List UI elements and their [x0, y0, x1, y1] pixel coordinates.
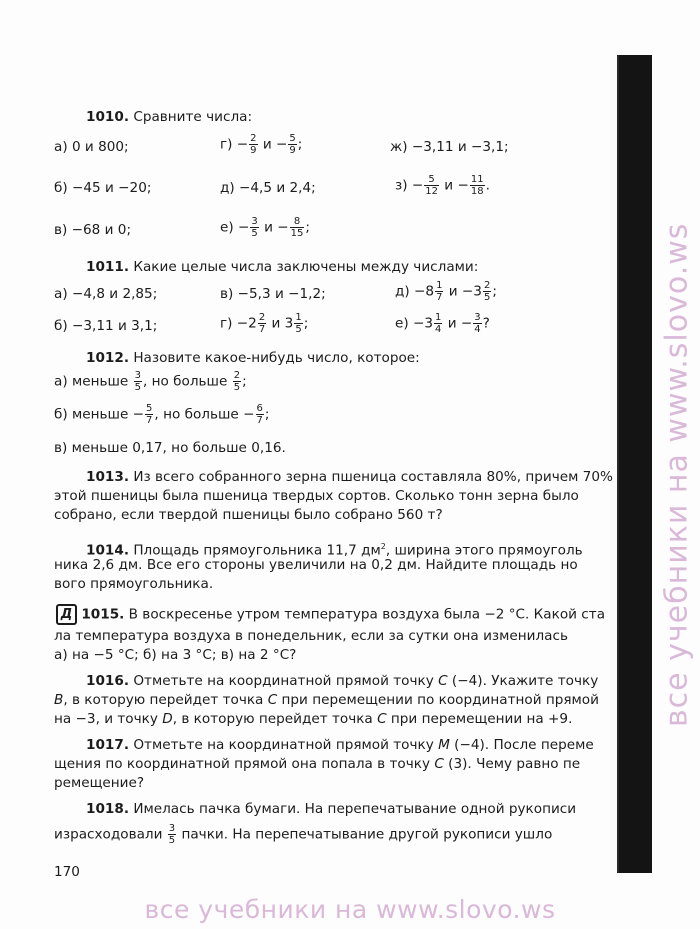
exercise-1012-heading: 1012. Назовите какое-нибудь число, которое:	[86, 350, 420, 366]
ex1015-line2: ла температура воздуха в понедельник, если за сутки она изменилась	[54, 628, 568, 644]
ex1014-line3: вого прямоугольника.	[54, 576, 214, 592]
ex1016-line3: на −3, и точку D, в которую перейдет точка C при перемещении на +9.	[54, 711, 573, 727]
ex1018-line1: 1018. Имелась пачка бумаги. На перепечатывание одной рукописи	[86, 801, 577, 817]
ex1013-line1: 1013. Из всего собранного зерна пшеница составляла 80%, причем 70%	[86, 469, 613, 485]
ex1017-line1: 1017. Отметьте на координатной прямой точку M (−4). После переме	[86, 737, 594, 753]
ex1011-e: е) −3 $\frac{1}{4}$ и − $\frac{3}{4}$ ?	[395, 312, 490, 335]
ex1011-a: а) −4,8 и 2,85;	[54, 286, 158, 302]
ex1012-a: а) меньше $\frac{3}{5}$ , но больше $\frac{2}{5}$ ;	[54, 370, 247, 393]
ex1011-g: г) −2 $\frac{2}{7}$ и 3 $\frac{1}{5}$ ;	[220, 312, 309, 335]
ex1010-e: е) − $\frac{3}{5}$ и − $\frac{8}{15}$ ;	[220, 216, 310, 239]
ex1011-v: в) −5,3 и −1,2;	[220, 286, 326, 302]
ex1011-b: б) −3,11 и 3,1;	[54, 318, 158, 334]
ex1014-line2: ника 2,6 дм. Все его стороны увеличили на 0,2 дм. Найдите площадь но	[54, 557, 578, 573]
ex1015-line3: а) на −5 °С; б) на 3 °С; в) на 2 °С?	[54, 647, 297, 663]
page-number: 170	[54, 864, 80, 880]
ex1017-line3: ремещение?	[54, 775, 145, 791]
ex1010-z: з) − $\frac{5}{12}$ и − $\frac{11}{18}$ .	[395, 174, 490, 197]
ex1013-line3: собрано, если твердой пшеницы было собрано 560 т?	[54, 507, 443, 523]
ex1010-g: г) − $\frac{2}{9}$ и − $\frac{5}{9}$ ;	[220, 133, 303, 156]
ex1014-line1: 1014. Площадь прямоугольника 11,7 $дм^2$, ширина этого прямоуголь	[86, 542, 583, 559]
ex1010-zh: ж) −3,11 и −3,1;	[390, 139, 509, 155]
ex1010-a: а) 0 и 800;	[54, 139, 129, 155]
watermark-bottom: все учебники на www.slovo.ws	[144, 895, 556, 924]
ex1010-d: д) −4,5 и 2,4;	[220, 180, 316, 196]
ex1018-line2: израсходовали $\frac{3}{5}$ пачки. На перепечатывание другой рукописи ушло	[54, 823, 553, 846]
exercise-1010-heading: 1010. Сравните числа:	[86, 109, 253, 125]
ex1010-b: б) −45 и −20;	[54, 180, 152, 196]
ex1011-d: д) −8 $\frac{1}{7}$ и −3 $\frac{2}{5}$ ;	[395, 280, 497, 303]
ex1012-b: б) меньше − $\frac{5}{7}$ , но больше − $\frac{6}{7}$ ;	[54, 403, 270, 426]
ex1010-v: в) −68 и 0;	[54, 222, 132, 238]
ex1012-v: в) меньше 0,17, но больше 0,16.	[54, 440, 286, 456]
scan-edge-shadow	[617, 55, 652, 873]
ex1017-line2: щения по координатной прямой она попала в точку C (3). Чему равно пе	[54, 756, 581, 772]
watermark-vertical: все учебники на www.slovo.ws	[659, 222, 695, 728]
ex1013-line2: этой пшеницы была пшеница твердых сортов. Сколько тонн зерна было	[54, 488, 579, 504]
ex1016-line2: B, в которую перейдет точка C при перемещении по координатной прямой	[54, 692, 599, 708]
ex1015-line1: Д 1015. В воскресенье утром температура воздуха была −2 °С. Какой ста	[56, 604, 605, 625]
d-marker-icon: Д	[56, 604, 77, 625]
exercise-1011-heading: 1011. Какие целые числа заключены между числами:	[86, 259, 479, 275]
ex1016-line1: 1016. Отметьте на координатной прямой точку C (−4). Укажите точку	[86, 673, 599, 689]
